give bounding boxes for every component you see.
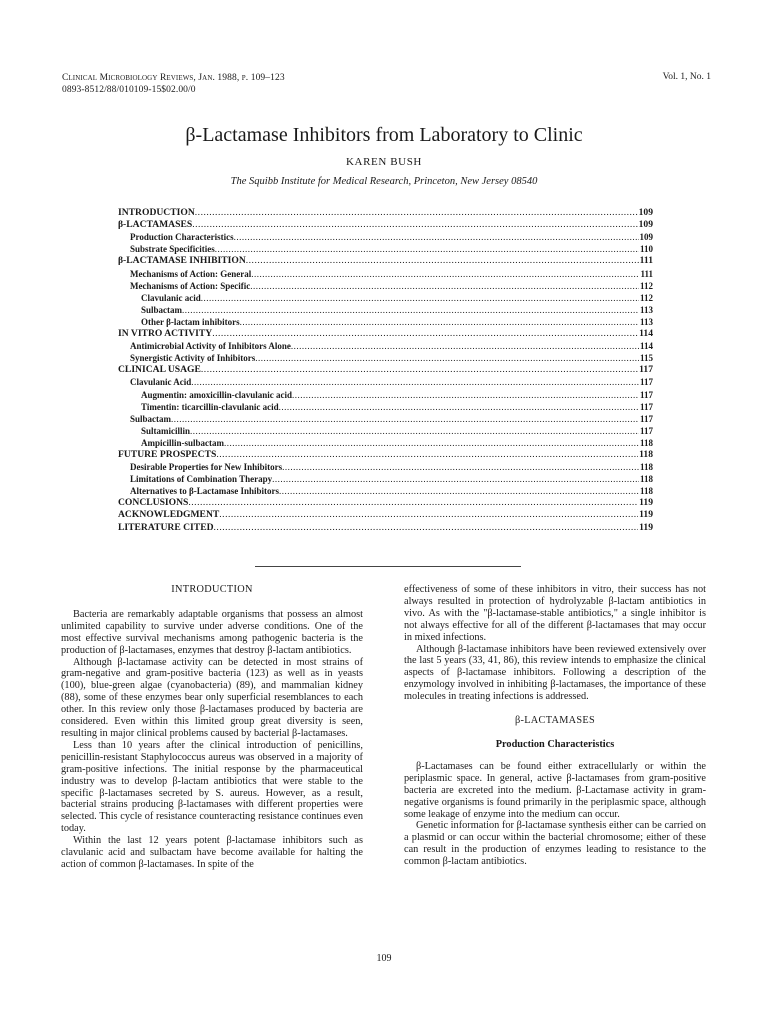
toc-entry-page: 112 bbox=[639, 280, 653, 291]
toc-leader-dots bbox=[195, 207, 638, 219]
author-affiliation: The Squibb Institute for Medical Research, Princeton, New Jersey 08540 bbox=[230, 176, 538, 187]
toc-entry-label: Timentin: ticarcillin-clavulanic acid bbox=[141, 401, 279, 412]
toc-entry-label: Alternatives to β-Lactamase Inhibitors bbox=[130, 486, 279, 497]
toc-leader-dots bbox=[272, 473, 639, 485]
toc-entry bbox=[118, 401, 653, 413]
toc-leader-dots bbox=[219, 509, 638, 521]
toc-entry-page: 109 bbox=[638, 207, 653, 219]
toc-leader-dots bbox=[291, 340, 639, 352]
toc-entry-label: CONCLUSIONS bbox=[118, 497, 189, 509]
toc-entry bbox=[118, 497, 653, 509]
toc-entry-label: β-LACTAMASES bbox=[118, 219, 193, 231]
toc-entry-page: 118 bbox=[639, 448, 653, 460]
toc-leader-dots bbox=[250, 280, 639, 292]
section-divider bbox=[255, 566, 521, 567]
toc-entry bbox=[118, 473, 653, 485]
spacer bbox=[404, 727, 706, 739]
toc-entry-page: 117 bbox=[639, 364, 653, 376]
toc-leader-dots bbox=[279, 401, 639, 413]
toc-entry-label: Other β-lactam inhibitors bbox=[141, 316, 240, 327]
toc-entry-page: 119 bbox=[639, 509, 653, 521]
article-code: 0893-8512/88/010109-15$02.00/0 bbox=[62, 85, 196, 95]
intro-paragraph-5: Although β-lactamase inhibitors have been reviewed extensively over the last 5 years (33, 41, 86), this review intends to emphasize the clinical aspects of β-lactamase inhibitors. Following a description of the enzymology involved in inhibiting β-lactamases, the importance of these molecules in treating infections is addressed. bbox=[404, 643, 706, 703]
toc-entry-page: 114 bbox=[639, 341, 653, 352]
toc-entry-label: Clavulanic Acid bbox=[130, 377, 192, 388]
toc-entry-page: 118 bbox=[639, 486, 653, 497]
toc-entry bbox=[118, 280, 653, 292]
toc-entry bbox=[118, 340, 653, 352]
toc-entry-page: 110 bbox=[639, 244, 653, 255]
toc-leader-dots bbox=[234, 231, 639, 243]
table-of-contents bbox=[118, 207, 653, 534]
toc-entry-label: Sulbactam bbox=[141, 304, 183, 315]
toc-entry-label: Limitations of Combination Therapy bbox=[130, 474, 273, 485]
toc-entry-label: INTRODUCTION bbox=[118, 207, 195, 219]
toc-leader-dots bbox=[201, 292, 639, 304]
right-column bbox=[404, 584, 706, 868]
toc-entry-label: IN VITRO ACTIVITY bbox=[118, 328, 213, 340]
toc-entry bbox=[118, 304, 653, 316]
toc-entry-page: 118 bbox=[639, 462, 653, 473]
toc-entry-page: 114 bbox=[639, 328, 653, 340]
toc-entry-label: Mechanisms of Action: Specific bbox=[130, 280, 251, 291]
toc-entry bbox=[118, 207, 653, 219]
toc-leader-dots bbox=[255, 352, 639, 364]
toc-entry-page: 109 bbox=[639, 232, 653, 243]
toc-leader-dots bbox=[212, 328, 638, 340]
toc-entry-label: FUTURE PROSPECTS bbox=[118, 448, 217, 460]
intro-paragraph-continued: effectiveness of some of these inhibitors in vitro, their success has not always resulted in protection of hydrolyzable β-lactam antibiotics in vivo. As with the "β-lactamase-stable antibiotics," a single inhibitor is not always effective for all of the different β-lactamases that may occur in mixed infections. bbox=[404, 584, 706, 643]
toc-entry-page: 113 bbox=[639, 316, 653, 327]
toc-entry-label: β-LACTAMASE INHIBITION bbox=[118, 255, 246, 267]
toc-leader-dots bbox=[246, 255, 639, 267]
toc-entry-page: 113 bbox=[639, 304, 653, 315]
toc-entry bbox=[118, 243, 653, 255]
toc-leader-dots bbox=[216, 449, 638, 461]
running-header bbox=[62, 72, 285, 96]
volume-issue: Vol. 1, No. 1 bbox=[662, 72, 711, 82]
toc-leader-dots bbox=[292, 389, 639, 401]
toc-leader-dots bbox=[282, 461, 639, 473]
toc-entry-label: Ampicillin-sulbactam bbox=[141, 437, 225, 448]
introduction-heading: INTRODUCTION bbox=[171, 584, 253, 595]
intro-paragraph-1: Bacteria are remarkably adaptable organisms that possess an almost unlimited capability to survive under adverse conditions. One of the most effective survival mechanisms among pathogenic bacteria is the production of β-lactamases, enzymes that destroy β-lactam antibiotics. bbox=[61, 608, 363, 656]
toc-entry bbox=[118, 425, 653, 437]
production-paragraph-2: Genetic information for β-lactamase synthesis either can be carried on a plasmid or can occur within the bacterial chromosome; either of these can result in the production of enzymes leading to resistance to the common β-lactam antibiotics. bbox=[404, 820, 706, 868]
toc-leader-dots bbox=[182, 304, 639, 316]
left-column bbox=[61, 584, 363, 871]
spacer bbox=[404, 703, 706, 715]
toc-entry-label: LITERATURE CITED bbox=[118, 521, 214, 533]
toc-leader-dots bbox=[215, 243, 639, 255]
toc-entry-page: 117 bbox=[639, 377, 653, 388]
spacer bbox=[404, 751, 706, 761]
toc-leader-dots bbox=[192, 219, 637, 231]
toc-entry-label: Sulbactam bbox=[130, 413, 172, 424]
toc-entry bbox=[118, 376, 653, 388]
toc-leader-dots bbox=[188, 497, 638, 509]
production-characteristics-heading: Production Characteristics bbox=[495, 738, 615, 750]
toc-entry bbox=[118, 413, 653, 425]
toc-entry bbox=[118, 437, 653, 449]
toc-entry-page: 111 bbox=[639, 255, 653, 267]
toc-entry-page: 118 bbox=[639, 474, 653, 485]
toc-leader-dots bbox=[279, 485, 639, 497]
toc-entry bbox=[118, 219, 653, 231]
toc-entry-page: 117 bbox=[639, 425, 653, 436]
author-name: KAREN BUSH bbox=[346, 156, 422, 168]
toc-entry-page: 119 bbox=[639, 521, 653, 533]
toc-entry-label: Sultamicillin bbox=[141, 425, 191, 436]
toc-entry bbox=[118, 316, 653, 328]
toc-entry bbox=[118, 388, 653, 400]
toc-entry bbox=[118, 509, 653, 521]
toc-leader-dots bbox=[214, 522, 639, 534]
toc-entry bbox=[118, 364, 653, 376]
toc-leader-dots bbox=[201, 364, 638, 376]
toc-entry bbox=[118, 461, 653, 473]
toc-entry-label: Mechanisms of Action: General bbox=[130, 268, 252, 279]
toc-entry bbox=[118, 352, 653, 364]
toc-entry bbox=[118, 267, 653, 279]
toc-entry bbox=[118, 328, 653, 340]
toc-entry-page: 112 bbox=[639, 292, 653, 303]
toc-entry-page: 117 bbox=[639, 401, 653, 412]
toc-leader-dots bbox=[240, 316, 639, 328]
toc-entry-page: 117 bbox=[639, 413, 653, 424]
toc-entry bbox=[118, 231, 653, 243]
toc-leader-dots bbox=[171, 413, 639, 425]
toc-entry bbox=[118, 449, 653, 461]
toc-entry-page: 111 bbox=[640, 268, 653, 279]
journal-citation: Clinical Microbiology Reviews, Jan. 1988, p. 109–123 bbox=[62, 73, 285, 83]
beta-lactamases-heading: β-LACTAMASES bbox=[514, 715, 596, 727]
intro-paragraph-3: Less than 10 years after the clinical introduction of penicillins, penicillin-resistant Staphylococcus aureus was observed in a majority of gram-positive infections. The initial response by the pharmaceutical industry was to develop β-lactam antibiotics that were stable to the specific β-lactamases secreted by S. aureus. However, as a result, bacterial strains producing β-lactamases with different properties were selected. This cycle of resistance counteracting resistance continues even today. bbox=[61, 739, 363, 835]
toc-entry-label: Augmentin: amoxicillin-clavulanic acid bbox=[141, 389, 293, 400]
toc-entry-label: Clavulanic acid bbox=[141, 292, 201, 303]
toc-entry-label: ACKNOWLEDGMENT bbox=[118, 509, 220, 521]
intro-paragraph-4: Within the last 12 years potent β-lactamase inhibitors such as clavulanic acid and sulbactam have become available for halting the action of common β-lactamases. In spite of the bbox=[61, 835, 363, 870]
toc-leader-dots bbox=[224, 437, 639, 449]
toc-entry bbox=[118, 521, 653, 533]
toc-entry bbox=[118, 292, 653, 304]
toc-entry-label: Substrate Specificities bbox=[130, 244, 215, 255]
toc-entry-page: 117 bbox=[639, 389, 653, 400]
toc-entry bbox=[118, 485, 653, 497]
toc-entry bbox=[118, 255, 653, 267]
toc-leader-dots bbox=[251, 268, 639, 280]
toc-entry-label: CLINICAL USAGE bbox=[118, 364, 201, 376]
toc-entry-page: 109 bbox=[638, 219, 653, 231]
intro-paragraph-2: Although β-lactamase activity can be detected in most strains of gram-negative and gram-positive bacteria (123) as well as in yeasts (100), blue-green algae (cyanobacteria) (89), and mammalian kidney (88), some of these enzymes bear only superficial resemblances to each other. In this review only those β-lactamases produced by bacteria are considered. Even within this limited group great diversity is seen, resulting in major clinical problems caused by bacterial β-lactamases. bbox=[61, 656, 363, 739]
article-title: β-Lactamase Inhibitors from Laboratory to Clinic bbox=[185, 124, 583, 146]
toc-entry-label: Production Characteristics bbox=[130, 232, 234, 243]
toc-leader-dots bbox=[191, 376, 639, 388]
toc-entry-label: Synergistic Activity of Inhibitors bbox=[130, 353, 256, 364]
page-number: 109 bbox=[376, 953, 392, 964]
toc-entry-page: 119 bbox=[639, 497, 653, 509]
toc-entry-page: 115 bbox=[639, 353, 653, 364]
toc-entry-label: Antimicrobial Activity of Inhibitors Alone bbox=[130, 341, 291, 352]
toc-entry-label: Desirable Properties for New Inhibitors bbox=[130, 462, 283, 473]
production-paragraph-1: β-Lactamases can be found either extracellularly or within the periplasmic space. In general, active β-lactamases from gram-positive bacteria are excreted into the medium. β-Lactamase activity in gram-negative organisms is found primarily in the periplasmic space, although some leakage of enzyme into the medium can occur. bbox=[404, 760, 706, 820]
toc-entry-page: 118 bbox=[639, 437, 653, 448]
toc-leader-dots bbox=[190, 425, 639, 437]
